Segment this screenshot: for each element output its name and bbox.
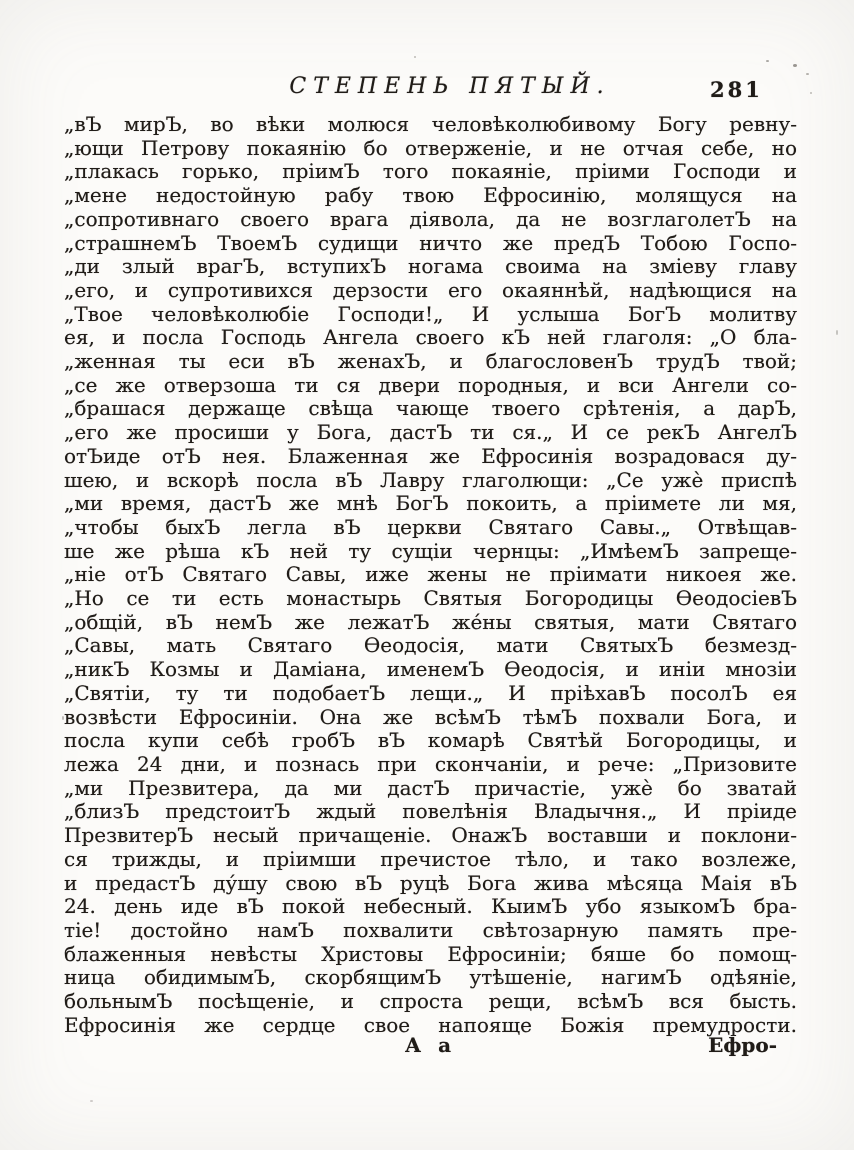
text-line: „Савы, мать Святаго Ѳеодосія, мати СвятыхЪ безмезд-: [64, 633, 797, 658]
text-line: Ефросинія же сердце свое напояще Божія премудрости.: [64, 1012, 797, 1037]
text-line: ея, и посла Господь Ангела своего кЪ ней глаголя: „О бла-: [64, 325, 797, 350]
text-line: „чтобы быхЪ легла вЪ церкви Святаго Савы.„ Отвѣщав-: [64, 514, 797, 539]
text-line: „сопротивнаго своего врага діявола, да не возглаголетЪ на: [64, 206, 797, 231]
text-line: „его же просиши у Бога, дастЪ ти ся.„ И се рекЪ АнгелЪ: [64, 420, 797, 445]
text-line: „его, и супротивихся дерзости его окаяннѣй, надѣющися на: [64, 277, 797, 302]
scan-speck: [766, 60, 769, 62]
text-line: ница обидимымЪ, скорбящимЪ утѣшеніе, нагимЪ одѣяніе,: [64, 965, 797, 990]
text-line: „Святіи, ту ти подобаетЪ лещи.„ И пріѣхавЪ посолЪ ея: [64, 680, 797, 705]
text-line: „се же отверзоша ти ся двери породныя, и вси Ангели со-: [64, 372, 797, 397]
scan-speck: [836, 330, 838, 335]
text-line: „мене недостойную рабу твою Ефросинію, молящуся на: [64, 183, 797, 208]
text-line: „вЪ мирЪ, во вѣки молюся человѣколюбивому Богу ревну-: [64, 112, 797, 136]
text-line: шею, и вскорѣ посла вЪ Лавру глаголющи: „Се ужѐ приспѣ: [64, 467, 797, 492]
text-line: тіе! достойно намЪ похвалити свѣтозарную память пре-: [64, 917, 797, 942]
text-line: больнымЪ посѣщеніе, и спроста рещи, всѣмЪ вся бысть.: [64, 989, 797, 1014]
text-line: отЪиде отЪ нея. Блаженная же Ефросинія возрадовася ду-: [64, 443, 797, 468]
text-line: „ніе отЪ Святаго Савы, иже жены не пріимати никоея же.: [64, 562, 797, 587]
text-line: посла купи себѣ гробЪ вЪ комарѣ Святѣй Богородицы, и: [64, 728, 797, 753]
text-line: „ми время, дастЪ же мнѣ БогЪ покоить, а пріимете ли мя,: [64, 491, 797, 516]
text-line: „ющи Петрову покаянію бо отверженіе, и не отчая себе, но: [64, 135, 797, 160]
page-footer: [64, 1033, 797, 1061]
scan-speck: [414, 56, 416, 58]
text-line: „женная ты еси вЪ женахЪ, и благословенЪ трудЪ твой;: [64, 349, 797, 374]
signature-mark: А а: [404, 1033, 457, 1057]
text-line: ПрезвитерЪ несый причащеніе. ОнажЪ воставши и поклони-: [64, 823, 797, 848]
page-number: 281: [710, 77, 763, 102]
text-line: „брашася держаще свѣща чающе твоего срѣтенія, а дарЪ,: [64, 396, 797, 421]
text-line: возвѣсти Ефросиніи. Она же всѣмЪ тѣмЪ похвали Бога, и: [64, 704, 797, 729]
text-line: и предастЪ ду́шу свою вЪ руцѣ Бога жива мѣсяца Маія вЪ: [64, 870, 797, 895]
scan-speck: [810, 92, 812, 94]
text-line: „страшнемЪ ТвоемЪ судищи ничто же предЪ Тобою Госпо-: [64, 230, 797, 255]
text-line: лежа 24 дни, и познась при скончаніи, и рече: „Призовите: [64, 751, 797, 776]
text-line: „ди злый врагЪ, вступихЪ ногама своима на зміеву главу: [64, 254, 797, 279]
text-line: 24. день иде вЪ покой небесный. КыимЪ убо языкомЪ бра-: [64, 894, 797, 919]
text-line: „близЪ предстоитЪ ждый повелѣнія Владычня.„ И пріиде: [64, 799, 797, 824]
text-line: „никЪ Козмы и Даміана, именемЪ Ѳеодосія, и иніи мнозіи: [64, 657, 797, 682]
text-line: ся трижды, и пріимши пречистое тѣло, и тако возлеже,: [64, 846, 797, 871]
running-title: СТЕПЕНЬ ПЯТЫЙ.: [289, 74, 611, 99]
text-line: „общій, вЪ немЪ же лежатЪ же́ны святыя, мати Святаго: [64, 609, 797, 634]
text-line: „ми Презвитера, да ми дастЪ причастіе, ужѐ бо зватай: [64, 775, 797, 800]
body-text: [64, 113, 797, 1037]
text-line: „плакась горько, пріимЪ того покаяніе, пріими Господи и: [64, 159, 797, 184]
scan-speck: [90, 1100, 93, 1102]
catchword: Ефро-: [708, 1033, 777, 1057]
text-line: блаженныя невѣсты Христовы Ефросиніи; бяше бо помощ-: [64, 941, 797, 966]
text-line: ше же рѣша кЪ ней ту сущіи чернцы: „ИмѣемЪ запреще-: [64, 538, 797, 563]
text-line: „Твое человѣколюбіе Господи!„ И услыша БогЪ молитву: [64, 301, 797, 326]
text-line: „Но се ти есть монастырь Святыя Богородицы ѲеодосіевЪ: [64, 586, 797, 611]
scan-speck: [793, 64, 797, 67]
